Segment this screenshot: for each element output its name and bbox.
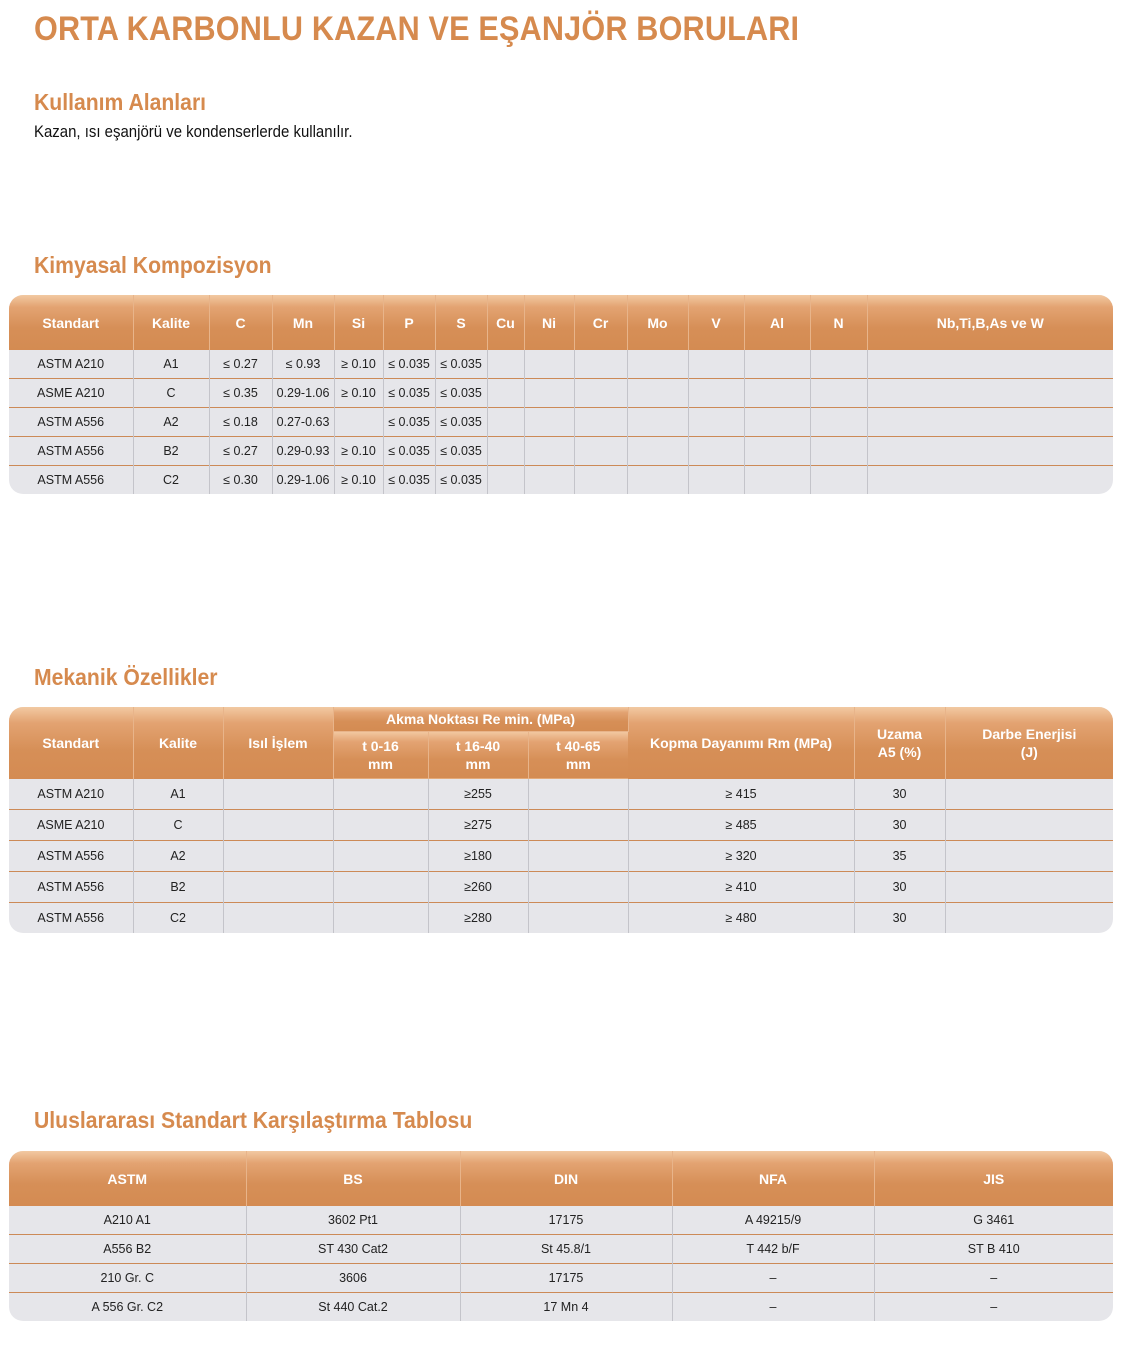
usage-text: Kazan, ısı eşanjörü ve kondenserlerde kullanılır. bbox=[34, 122, 353, 141]
mech-cell: ≥275 bbox=[428, 810, 528, 841]
chem-cell: 0.29-1.06 bbox=[272, 379, 334, 408]
chem-cell bbox=[688, 379, 744, 408]
mech-cell bbox=[333, 810, 428, 841]
chem-cell: C2 bbox=[133, 466, 209, 495]
comp-cell: ST B 410 bbox=[874, 1235, 1113, 1264]
chem-cell bbox=[627, 437, 688, 466]
chem-cell bbox=[574, 408, 627, 437]
chem-cell bbox=[487, 350, 524, 379]
chem-header-ni: Ni bbox=[524, 295, 574, 350]
comp-cell: 17175 bbox=[460, 1206, 672, 1235]
mech-header-isil-islem: Isıl İşlem bbox=[223, 707, 333, 779]
chem-cell: ≤ 0.035 bbox=[435, 379, 487, 408]
chem-cell: ≤ 0.035 bbox=[383, 379, 435, 408]
mech-cell: C2 bbox=[133, 903, 223, 934]
mech-cell: ASME A210 bbox=[9, 810, 133, 841]
chem-cell: C bbox=[133, 379, 209, 408]
chemical-heading: Kimyasal Kompozisyon bbox=[34, 252, 272, 278]
mech-cell bbox=[945, 841, 1113, 872]
chem-cell: ≥ 0.10 bbox=[334, 437, 383, 466]
chem-cell bbox=[744, 408, 810, 437]
chem-cell bbox=[334, 408, 383, 437]
mech-header-t2: t 16-40 mm bbox=[428, 731, 528, 779]
page-title: ORTA KARBONLU KAZAN VE EŞANJÖR BORULARI bbox=[34, 10, 800, 48]
chem-row bbox=[9, 437, 1113, 466]
chem-header-mn: Mn bbox=[272, 295, 334, 350]
chem-cell bbox=[487, 466, 524, 495]
chem-cell: ≤ 0.035 bbox=[383, 466, 435, 495]
chem-cell: ≤ 0.035 bbox=[383, 350, 435, 379]
comp-cell: ST 430 Cat2 bbox=[246, 1235, 460, 1264]
chem-cell bbox=[688, 350, 744, 379]
mech-header-darbe: Darbe Enerjisi (J) bbox=[945, 707, 1113, 779]
chem-cell: A1 bbox=[133, 350, 209, 379]
comp-cell: 3606 bbox=[246, 1264, 460, 1293]
chem-header-al: Al bbox=[744, 295, 810, 350]
comp-row bbox=[9, 1235, 1113, 1264]
comparison-table bbox=[9, 1151, 1113, 1321]
mechanical-heading: Mekanik Özellikler bbox=[34, 664, 218, 690]
chem-cell bbox=[487, 379, 524, 408]
chem-cell: ASTM A556 bbox=[9, 437, 133, 466]
chem-cell bbox=[867, 379, 1113, 408]
comp-cell: – bbox=[874, 1293, 1113, 1322]
mech-cell bbox=[945, 872, 1113, 903]
chem-cell bbox=[744, 437, 810, 466]
comp-header-din: DIN bbox=[460, 1151, 672, 1206]
mech-cell: ≥255 bbox=[428, 779, 528, 810]
mech-cell: ≥ 480 bbox=[628, 903, 854, 934]
mech-cell: ≥ 320 bbox=[628, 841, 854, 872]
comp-header-nfa: NFA bbox=[672, 1151, 874, 1206]
chem-row bbox=[9, 408, 1113, 437]
chem-cell bbox=[744, 379, 810, 408]
chem-cell bbox=[524, 350, 574, 379]
mech-cell: ASTM A556 bbox=[9, 872, 133, 903]
mech-cell: 30 bbox=[854, 779, 945, 810]
mech-cell: 30 bbox=[854, 903, 945, 934]
chem-cell: ≤ 0.035 bbox=[435, 437, 487, 466]
mech-row bbox=[9, 872, 1113, 903]
mech-cell bbox=[333, 903, 428, 934]
chem-cell: 0.29-0.93 bbox=[272, 437, 334, 466]
mech-header-standart: Standart bbox=[9, 707, 133, 779]
chem-cell: ≤ 0.035 bbox=[435, 408, 487, 437]
chem-cell bbox=[627, 379, 688, 408]
chem-cell: ASTM A556 bbox=[9, 466, 133, 495]
mech-cell bbox=[223, 841, 333, 872]
mech-cell: C bbox=[133, 810, 223, 841]
chem-header-cu: Cu bbox=[487, 295, 524, 350]
mech-cell bbox=[945, 903, 1113, 934]
chem-cell: ≤ 0.93 bbox=[272, 350, 334, 379]
chem-cell bbox=[810, 466, 867, 495]
comp-header-bs: BS bbox=[246, 1151, 460, 1206]
comp-cell: A556 B2 bbox=[9, 1235, 246, 1264]
comp-header-jis: JIS bbox=[874, 1151, 1113, 1206]
comp-row bbox=[9, 1264, 1113, 1293]
chem-cell: ASTM A556 bbox=[9, 408, 133, 437]
chem-row bbox=[9, 379, 1113, 408]
mech-cell: ≥ 485 bbox=[628, 810, 854, 841]
mech-header-kalite: Kalite bbox=[133, 707, 223, 779]
chem-cell bbox=[867, 350, 1113, 379]
chemical-table bbox=[9, 295, 1113, 494]
comparison-heading: Uluslararası Standart Karşılaştırma Tablosu bbox=[34, 1107, 473, 1133]
mech-cell: ASTM A556 bbox=[9, 841, 133, 872]
chem-cell bbox=[574, 466, 627, 495]
mech-cell: 35 bbox=[854, 841, 945, 872]
chem-header-mo: Mo bbox=[627, 295, 688, 350]
chem-header-s: S bbox=[435, 295, 487, 350]
comp-cell: St 440 Cat.2 bbox=[246, 1293, 460, 1322]
chem-cell bbox=[744, 350, 810, 379]
mech-cell: ≥180 bbox=[428, 841, 528, 872]
mech-cell: 30 bbox=[854, 810, 945, 841]
mech-row bbox=[9, 841, 1113, 872]
mech-header-t3: t 40-65 mm bbox=[528, 731, 628, 779]
mech-cell bbox=[223, 810, 333, 841]
chem-cell bbox=[574, 350, 627, 379]
comp-cell: 3602 Pt1 bbox=[246, 1206, 460, 1235]
mech-cell bbox=[528, 841, 628, 872]
chem-cell bbox=[524, 466, 574, 495]
mech-cell bbox=[333, 841, 428, 872]
comp-cell: T 442 b/F bbox=[672, 1235, 874, 1264]
mech-cell bbox=[528, 872, 628, 903]
chem-header-v: V bbox=[688, 295, 744, 350]
mech-cell bbox=[528, 779, 628, 810]
chem-row bbox=[9, 466, 1113, 495]
comp-cell: 210 Gr. C bbox=[9, 1264, 246, 1293]
comp-cell: St 45.8/1 bbox=[460, 1235, 672, 1264]
chem-cell bbox=[574, 437, 627, 466]
chem-cell bbox=[810, 350, 867, 379]
chem-cell bbox=[688, 466, 744, 495]
chem-cell bbox=[810, 379, 867, 408]
chem-cell bbox=[867, 408, 1113, 437]
chem-cell: 0.29-1.06 bbox=[272, 466, 334, 495]
chem-cell: ≤ 0.035 bbox=[383, 437, 435, 466]
chem-cell bbox=[487, 408, 524, 437]
comp-cell: – bbox=[672, 1293, 874, 1322]
chem-cell bbox=[810, 437, 867, 466]
chem-cell: ≤ 0.035 bbox=[435, 466, 487, 495]
chem-cell: ≤ 0.35 bbox=[209, 379, 272, 408]
chem-header-kalite: Kalite bbox=[133, 295, 209, 350]
chem-cell bbox=[627, 466, 688, 495]
chem-header-c: C bbox=[209, 295, 272, 350]
comp-row bbox=[9, 1206, 1113, 1235]
mech-cell: 30 bbox=[854, 872, 945, 903]
chem-cell: ≤ 0.27 bbox=[209, 350, 272, 379]
mech-cell bbox=[223, 903, 333, 934]
mech-cell bbox=[945, 810, 1113, 841]
mech-cell: ASTM A210 bbox=[9, 779, 133, 810]
chem-cell bbox=[810, 408, 867, 437]
mech-cell bbox=[333, 872, 428, 903]
mech-header-uzama: Uzama A5 (%) bbox=[854, 707, 945, 779]
chem-cell: ≤ 0.035 bbox=[435, 350, 487, 379]
mech-cell bbox=[945, 779, 1113, 810]
chem-cell bbox=[688, 437, 744, 466]
chem-cell: ≤ 0.30 bbox=[209, 466, 272, 495]
mech-row bbox=[9, 903, 1113, 934]
mech-cell: A2 bbox=[133, 841, 223, 872]
comp-row bbox=[9, 1293, 1113, 1322]
comp-cell: A 49215/9 bbox=[672, 1206, 874, 1235]
chem-cell bbox=[688, 408, 744, 437]
chem-cell bbox=[867, 437, 1113, 466]
comp-cell: A210 A1 bbox=[9, 1206, 246, 1235]
chem-cell: ≥ 0.10 bbox=[334, 350, 383, 379]
mech-header-kopma: Kopma Dayanımı Rm (MPa) bbox=[628, 707, 854, 779]
comp-header-astm: ASTM bbox=[9, 1151, 246, 1206]
chem-header-standart: Standart bbox=[9, 295, 133, 350]
chem-cell: A2 bbox=[133, 408, 209, 437]
chem-cell: B2 bbox=[133, 437, 209, 466]
chem-cell: ASME A210 bbox=[9, 379, 133, 408]
comp-cell: 17175 bbox=[460, 1264, 672, 1293]
chem-cell bbox=[524, 408, 574, 437]
chem-cell bbox=[627, 408, 688, 437]
mechanical-table bbox=[9, 707, 1113, 933]
comp-cell: 17 Mn 4 bbox=[460, 1293, 672, 1322]
mech-header-akma: Akma Noktası Re min. (MPa) bbox=[333, 707, 628, 731]
mech-cell: B2 bbox=[133, 872, 223, 903]
mech-cell: ≥ 415 bbox=[628, 779, 854, 810]
chem-cell bbox=[627, 350, 688, 379]
mech-cell bbox=[528, 903, 628, 934]
chem-cell bbox=[524, 379, 574, 408]
comp-cell: – bbox=[672, 1264, 874, 1293]
comp-cell: G 3461 bbox=[973, 1213, 1015, 1227]
chem-cell: ≤ 0.035 bbox=[383, 408, 435, 437]
chem-row bbox=[9, 350, 1113, 379]
chem-cell: ≤ 0.27 bbox=[209, 437, 272, 466]
comp-cell: A 556 Gr. C2 bbox=[9, 1293, 246, 1322]
mech-cell bbox=[223, 779, 333, 810]
chem-cell bbox=[487, 437, 524, 466]
chem-cell bbox=[744, 466, 810, 495]
chem-cell bbox=[867, 466, 1113, 495]
chem-header-p: P bbox=[383, 295, 435, 350]
mech-cell: A1 bbox=[133, 779, 223, 810]
mech-cell bbox=[333, 779, 428, 810]
mech-row bbox=[9, 810, 1113, 841]
mech-cell: ASTM A556 bbox=[9, 903, 133, 934]
mech-header-t1: t 0-16 mm bbox=[333, 731, 428, 779]
chem-cell bbox=[574, 379, 627, 408]
chem-cell: ≥ 0.10 bbox=[334, 379, 383, 408]
chem-header-nb-ti-b-as-ve-w: Nb,Ti,B,As ve W bbox=[867, 295, 1113, 350]
mech-cell: ≥ 410 bbox=[628, 872, 854, 903]
chem-cell: ≤ 0.18 bbox=[209, 408, 272, 437]
mech-cell: ≥280 bbox=[428, 903, 528, 934]
chem-cell: ASTM A210 bbox=[9, 350, 133, 379]
chem-header-cr: Cr bbox=[574, 295, 627, 350]
chem-cell: 0.27-0.63 bbox=[272, 408, 334, 437]
chem-header-si: Si bbox=[334, 295, 383, 350]
mech-cell: ≥260 bbox=[428, 872, 528, 903]
chem-cell: ≥ 0.10 bbox=[334, 466, 383, 495]
mech-cell bbox=[223, 872, 333, 903]
comp-cell: – bbox=[874, 1264, 1113, 1293]
mech-row bbox=[9, 779, 1113, 810]
chem-header-n: N bbox=[810, 295, 867, 350]
usage-heading: Kullanım Alanları bbox=[34, 89, 207, 115]
mech-cell bbox=[528, 810, 628, 841]
chem-cell bbox=[524, 437, 574, 466]
